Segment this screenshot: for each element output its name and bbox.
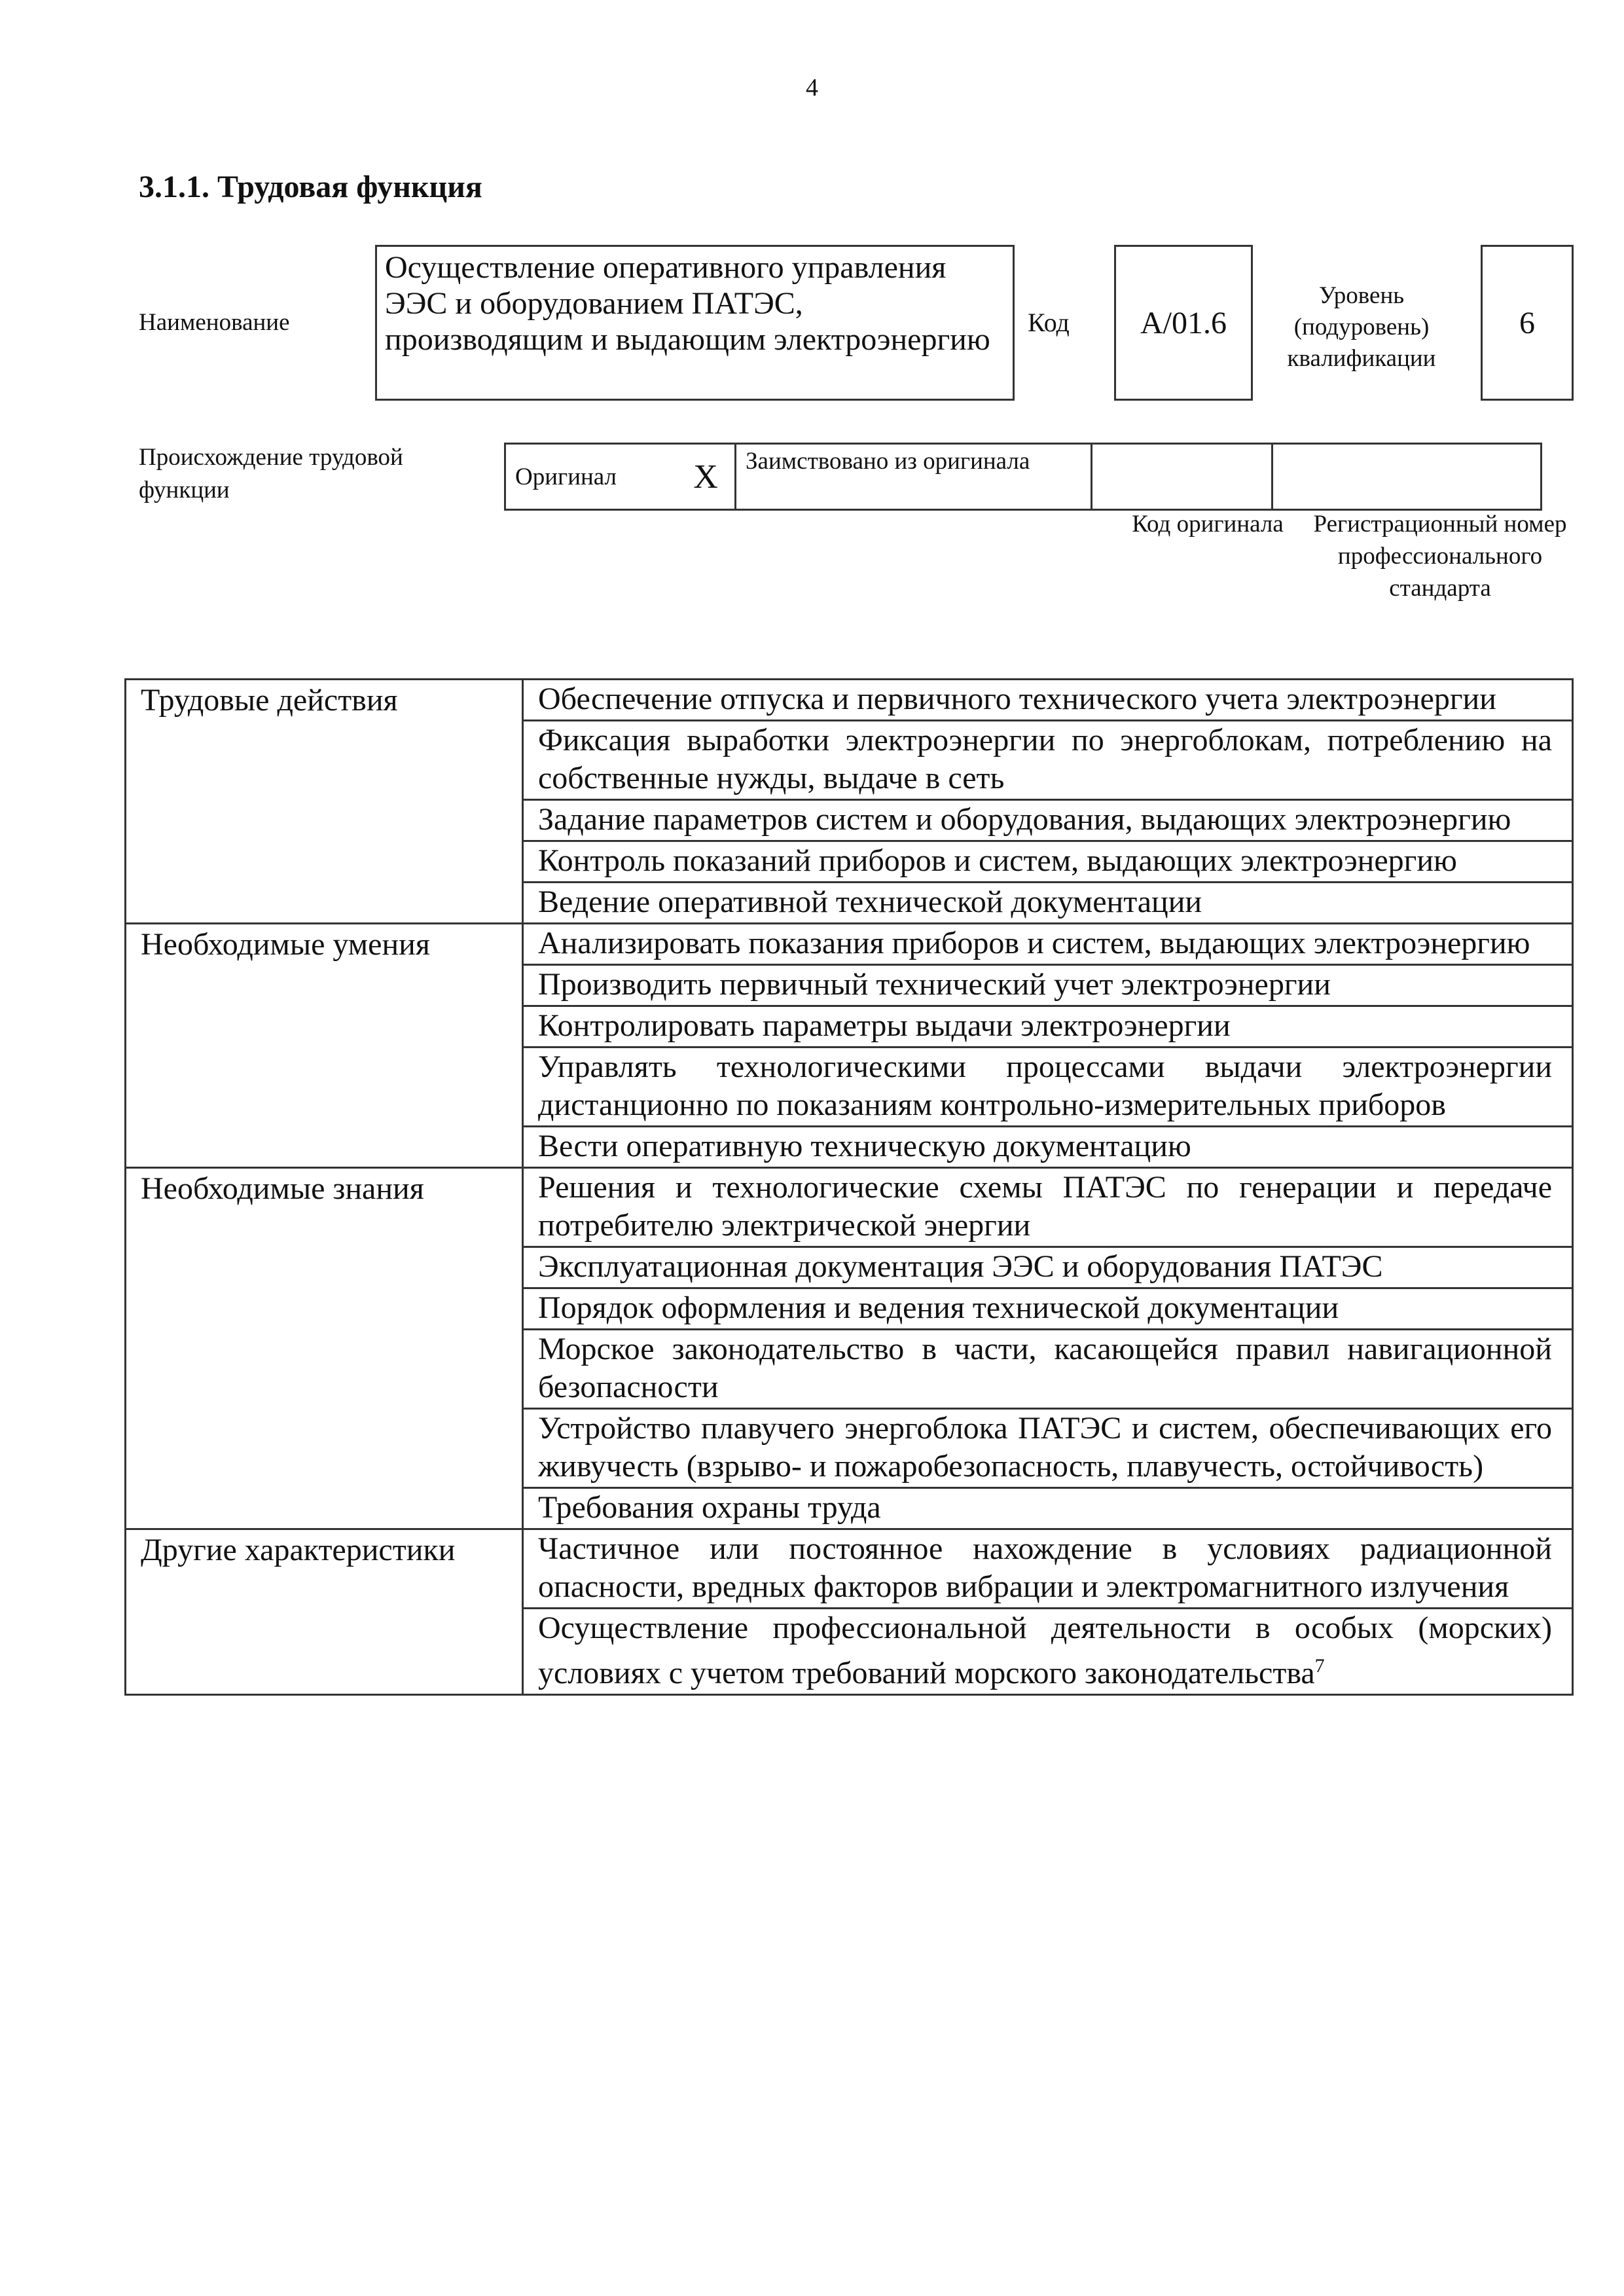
level-label-line-3: квалификации — [1287, 345, 1436, 372]
origin-table — [504, 443, 1542, 511]
table-row — [126, 924, 1573, 965]
level-box — [1481, 245, 1574, 401]
table-cell: Морское законодательство в части, касающейся правил навигационной безопасности — [523, 1330, 1573, 1409]
level-value: 6 — [1519, 305, 1535, 340]
table-cell: Устройство плавучего энергоблока ПАТЭС и систем, обеспечивающих его живучесть (взрыво- и пожаробезопасность, плавучесть, остойчивость) — [523, 1409, 1573, 1488]
name-label: Наименование — [139, 309, 290, 336]
category-required-knowledge — [126, 1168, 523, 1529]
code-label: Код — [1028, 308, 1070, 337]
level-label — [1257, 280, 1466, 374]
table-cell: Решения и технологические схемы ПАТЭС по генерации и передаче потребителю электрической энергии — [523, 1168, 1573, 1247]
cell-text: Осуществление профессиональной деятельности в особых (морских) условиях с учетом требований морского законодательства — [538, 1611, 1552, 1690]
table-cell: Ведение оперативной технической документации — [523, 883, 1573, 924]
table-cell: Задание параметров систем и оборудования, выдающих электроэнергию — [523, 800, 1573, 841]
table-row — [126, 680, 1573, 721]
table-row — [126, 1529, 1573, 1609]
labor-function-table — [124, 678, 1574, 1696]
category-label: Необходимые знания — [141, 1171, 424, 1206]
category-label: Необходимые умения — [141, 927, 430, 962]
original-mark: X — [693, 458, 718, 496]
code-original-caption: Код оригинала — [1132, 511, 1284, 538]
level-label-line-2: (подуровень) — [1293, 314, 1430, 340]
table-cell: Вести оперативную техническую документацию — [523, 1127, 1573, 1168]
page-title: 3.1.1. Трудовая функция — [139, 170, 482, 204]
code-box — [1114, 245, 1253, 401]
table-cell: Контролировать параметры выдачи электроэнергии — [523, 1006, 1573, 1048]
function-name-box — [375, 245, 1015, 401]
original-label-cell — [505, 444, 677, 510]
footnote-mark: 7 — [1314, 1655, 1325, 1677]
table-cell: Управлять технологическими процессами выдачи электроэнергии дистанционно по показаниям контрольно-измерительных приборов — [523, 1048, 1573, 1127]
reg-number-caption: Регистрационный номер профессионального стандарта — [1313, 511, 1567, 602]
table-cell: Частичное или постоянное нахождение в условиях радиационной опасности, вредных факторов вибрации и электромагнитного излучения — [523, 1529, 1573, 1609]
reg-number-cell — [1272, 444, 1542, 510]
table-cell: Контроль показаний приборов и систем, выдающих электроэнергию — [523, 841, 1573, 883]
table-cell: Обеспечение отпуска и первичного технического учета электроэнергии — [523, 680, 1573, 721]
table-cell — [523, 1609, 1573, 1695]
table-cell: Порядок оформления и ведения технической документации — [523, 1288, 1573, 1330]
table-cell: Анализировать показания приборов и систем, выдающих электроэнергию — [523, 924, 1573, 965]
table-row — [126, 1168, 1573, 1247]
original-label: Оригинал — [515, 463, 617, 490]
category-label: Трудовые действия — [141, 683, 398, 718]
code-original-cell — [1092, 444, 1272, 510]
borrowed-cell — [736, 444, 1092, 510]
code-value: A/01.6 — [1140, 305, 1227, 340]
page-number: 4 — [806, 74, 818, 101]
table-cell: Фиксация выработки электроэнергии по энергоблокам, потреблению на собственные нужды, выдаче в сеть — [523, 721, 1573, 800]
origin-label: Происхождение трудовой функции — [139, 444, 403, 503]
category-required-skills — [126, 924, 523, 1168]
category-label: Другие характеристики — [141, 1533, 456, 1567]
category-labor-actions — [126, 680, 523, 924]
original-mark-cell — [677, 444, 736, 510]
level-label-line-1: Уровень — [1318, 282, 1405, 309]
table-cell: Требования охраны труда — [523, 1488, 1573, 1529]
table-cell: Производить первичный технический учет электроэнергии — [523, 965, 1573, 1006]
table-cell: Эксплуатационная документация ЭЭС и оборудования ПАТЭС — [523, 1247, 1573, 1288]
borrowed-label: Заимствовано из оригинала — [746, 448, 1030, 475]
function-name-value: Осуществление оперативного управления ЭЭС и оборудованием ПАТЭС, производящим и выдающим электроэнергию — [385, 250, 990, 357]
category-other-characteristics — [126, 1529, 523, 1695]
